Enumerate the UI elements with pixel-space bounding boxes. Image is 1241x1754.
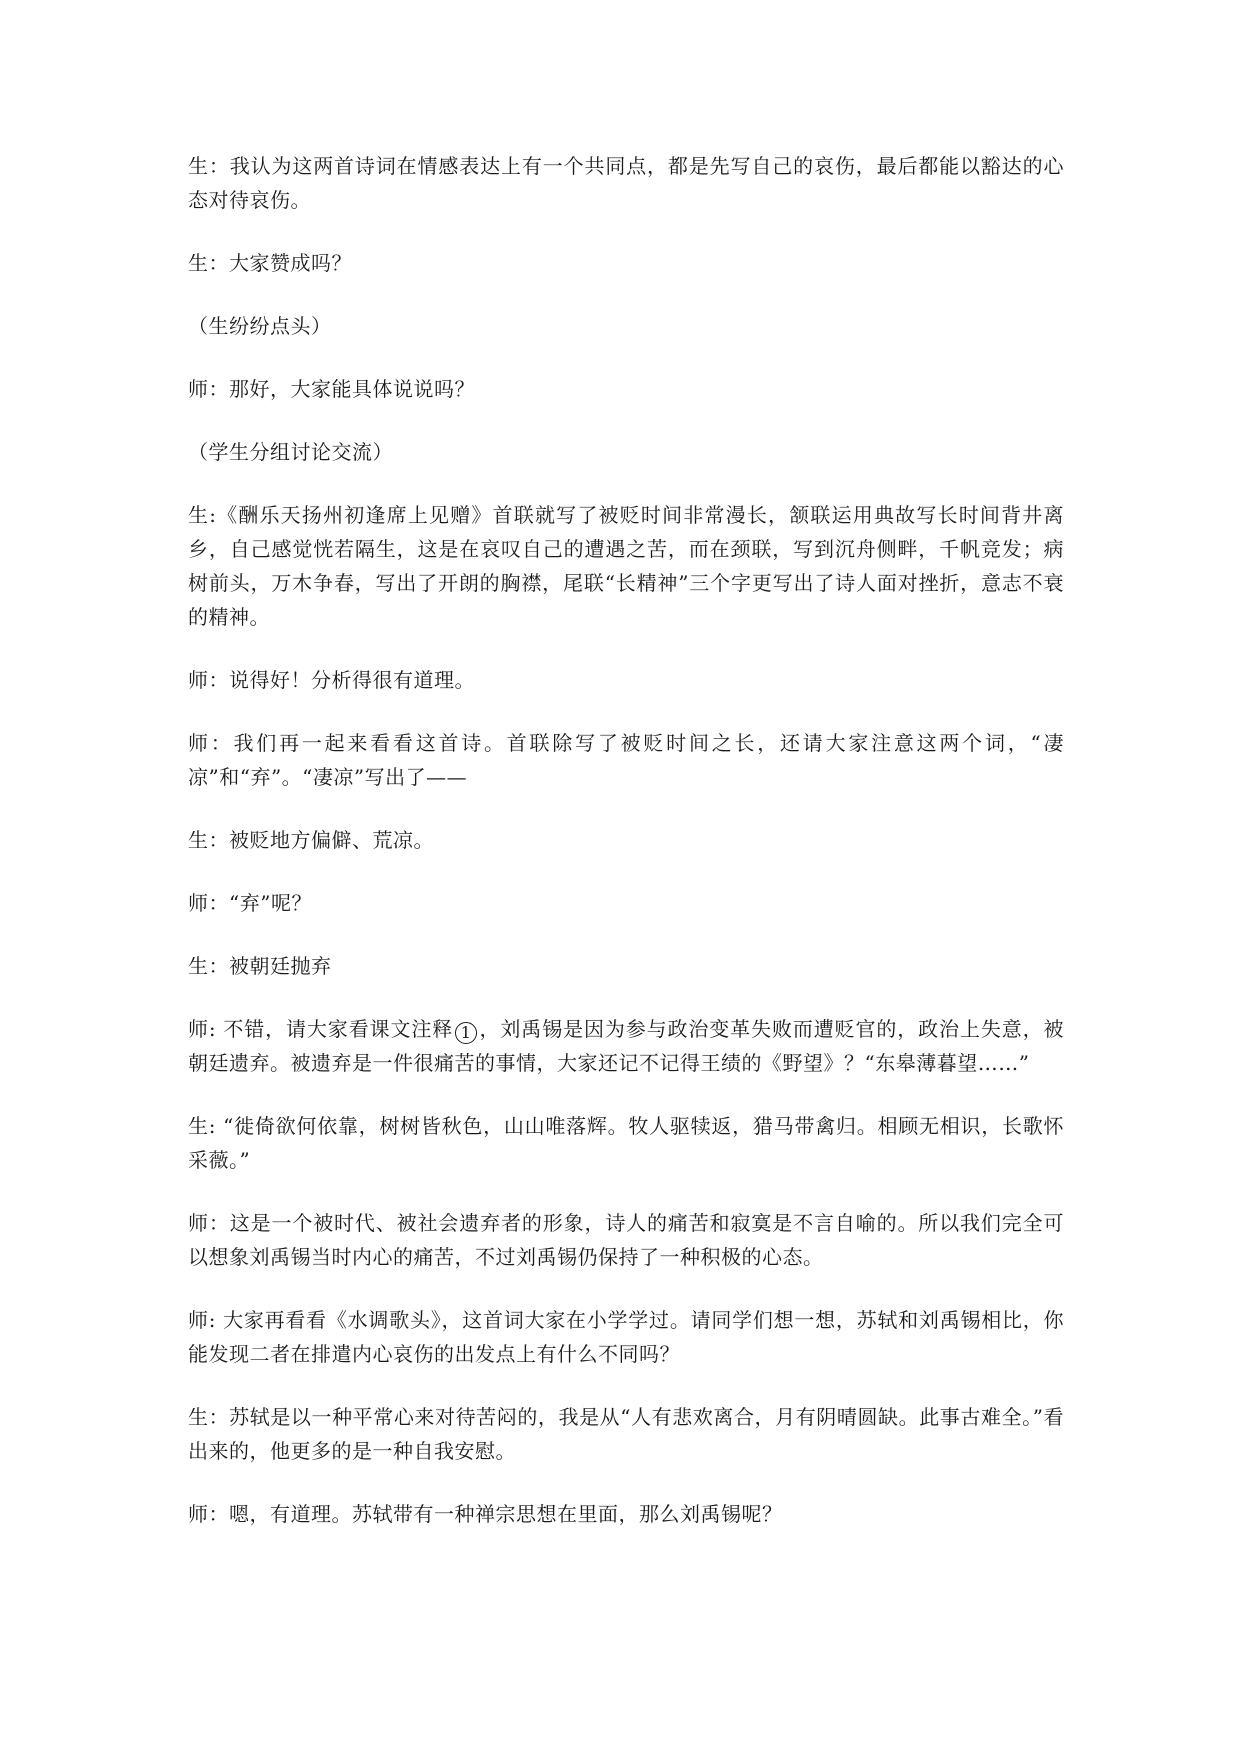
paragraph: 生: “徙倚欲何依靠，树树皆秋色，山山唯落辉。牧人驱犊返，猎马带禽归。相顾无相识，长歌怀采薇。” — [188, 1114, 1064, 1172]
paragraph: 师：这是一个被时代、被社会遗弃者的形象，诗人的痛苦和寂寞是不言自喻的。所以我们完全可以想象刘禹锡当时内心的痛苦，不过刘禹锡仍保持了一种积极的心态。 — [188, 1211, 1064, 1269]
note-text-before: 师: 不错，请大家看课文注释 — [188, 1017, 454, 1041]
paragraph: 师：说得好！分析得很有道理。 — [188, 668, 475, 692]
paragraph: （学生分组讨论交流） — [188, 440, 393, 464]
paragraph: 师：我们再一起来看看这首诗。首联除写了被贬时间之长，还请大家注意这两个词，“凄凉”和“弃”。“凄凉”写出了—— — [188, 731, 1064, 789]
paragraph: 生：苏轼是以一种平常心来对待苦闷的，我是从“人有悲欢离合，月有阴晴圆缺。此事古难全。”看出来的，他更多的是一种自我安慰。 — [188, 1405, 1064, 1463]
paragraph: （生纷纷点头） — [188, 314, 332, 338]
paragraph: 师：嗯，有道理。苏轼带有一种禅宗思想在里面，那么刘禹锡呢？ — [188, 1502, 783, 1526]
paragraph-with-note — [188, 1012, 1064, 1080]
paragraph: 生:《酬乐天扬州初逢席上见赠》首联就写了被贬时间非常漫长，颔联运用典故写长时间背井离乡，自己感觉恍若隔生，这是在哀叹自己的遭遇之苦，而在颈联，写到沉舟侧畔，千帆竞发；病树前头，万木争春，写出了开朗的胸襟，尾联“长精神”三个字更写出了诗人面对挫折，意志不衰的精神。 — [188, 503, 1064, 629]
paragraph: 生：被贬地方偏僻、荒凉。 — [188, 828, 434, 852]
note-text-after: ，刘禹锡是因为参与政治变革失败而遭贬官的，政治上失意，被朝廷遗弃。被遗弃是一件很痛苦的事情，大家还记不记得王绩的《野望》？“东皋薄暮望……” — [188, 1017, 1064, 1075]
paragraph: 生：我认为这两首诗词在情感表达上有一个共同点，都是先写自己的哀伤，最后都能以豁达的心态对待哀伤。 — [188, 154, 1064, 212]
circled-note-number: 1 — [455, 1022, 477, 1044]
paragraph: 生：大家赞成吗？ — [188, 251, 352, 275]
document-body — [188, 149, 1064, 1560]
paragraph: 师: 大家再看看《水调歌头》，这首词大家在小学学过。请同学们想一想，苏轼和刘禹锡相比，你能发现二者在排遣内心哀伤的出发点上有什么不同吗？ — [188, 1308, 1064, 1366]
paragraph: 生：被朝廷抛弃 — [188, 954, 332, 978]
paragraph: 师：那好，大家能具体说说吗？ — [188, 377, 475, 401]
paragraph: 师：“弃”呢？ — [188, 891, 312, 915]
